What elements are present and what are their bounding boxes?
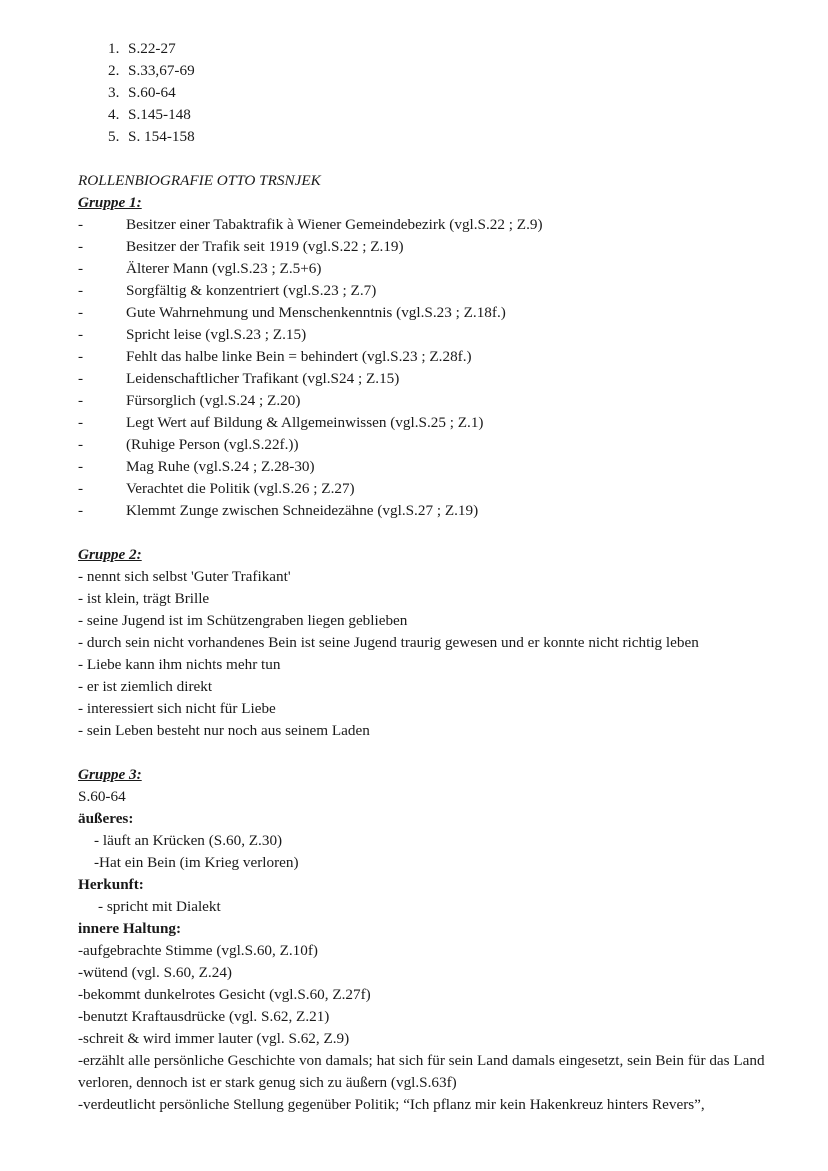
list-item: - sein Leben besteht nur noch aus seinem Laden xyxy=(78,722,370,739)
list-item: -verdeutlicht persönliche Stellung gegenüber Politik; “Ich pflanz mir kein Hakenkreuz hinters Revers”, xyxy=(78,1096,705,1113)
list-item: - ist klein, trägt Brille xyxy=(78,590,210,607)
list-item: - Fürsorglich (vgl.S.24 ; Z.20) xyxy=(78,392,301,409)
group1-list xyxy=(78,214,798,522)
group3-pages: S.60-64 xyxy=(78,788,126,805)
list-item: - seine Jugend ist im Schützengraben liegen geblieben xyxy=(78,612,408,629)
list-item: -schreit & wird immer lauter (vgl. S.62, Z.9) xyxy=(78,1030,350,1047)
list-item: -benutzt Kraftausdrücke (vgl. S.62, Z.21) xyxy=(78,1008,330,1025)
list-item: - Sorgfältig & konzentriert (vgl.S.23 ; Z.7) xyxy=(78,282,377,299)
list-item: - Liebe kann ihm nichts mehr tun xyxy=(78,656,281,673)
list-item: - Legt Wert auf Bildung & Allgemeinwissen (vgl.S.25 ; Z.1) xyxy=(78,414,484,431)
list-item: - nennt sich selbst 'Guter Trafikant' xyxy=(78,568,291,585)
list-item: 3. S.60-64 xyxy=(108,84,176,101)
attitude-label: innere Haltung: xyxy=(78,920,182,937)
list-item: - Mag Ruhe (vgl.S.24 ; Z.28-30) xyxy=(78,458,315,475)
list-item: - Klemmt Zunge zwischen Schneidezähne (vgl.S.27 ; Z.19) xyxy=(78,502,479,519)
list-item: - Gute Wahrnehmung und Menschenkenntnis (vgl.S.23 ; Z.18f.) xyxy=(78,304,506,321)
origin-label: Herkunft: xyxy=(78,876,144,893)
list-item: - Besitzer der Trafik seit 1919 (vgl.S.22 ; Z.19) xyxy=(78,238,404,255)
list-item: - durch sein nicht vorhandenes Bein ist seine Jugend traurig gewesen und er konnte nicht richtig leben xyxy=(78,634,699,651)
group2-heading: Gruppe 2: xyxy=(78,546,142,563)
list-item: - Leidenschaftlicher Trafikant (vgl.S24 ; Z.15) xyxy=(78,370,400,387)
list-item: 4. S.145-148 xyxy=(108,106,191,123)
list-item: - spricht mit Dialekt xyxy=(98,898,221,915)
group2-list xyxy=(78,566,798,742)
document-page xyxy=(78,38,798,1116)
group1-heading: Gruppe 1: xyxy=(78,194,142,211)
list-item: -Hat ein Bein (im Krieg verloren) xyxy=(94,854,299,871)
list-item: - interessiert sich nicht für Liebe xyxy=(78,700,276,717)
list-item: 2. S.33,67-69 xyxy=(108,62,195,79)
list-item: 5. S. 154-158 xyxy=(108,128,195,145)
list-item: - Verachtet die Politik (vgl.S.26 ; Z.27) xyxy=(78,480,355,497)
list-item: -aufgebrachte Stimme (vgl.S.60, Z.10f) xyxy=(78,942,318,959)
document-title: ROLLENBIOGRAFIE OTTO TRSNJEK xyxy=(78,172,321,189)
list-item: 1. S.22-27 xyxy=(108,40,176,57)
list-item: -bekommt dunkelrotes Gesicht (vgl.S.60, Z.27f) xyxy=(78,986,371,1003)
page-range-list xyxy=(78,38,798,148)
list-item: - (Ruhige Person (vgl.S.22f.)) xyxy=(78,436,299,453)
list-item: -erzählt alle persönliche Geschichte von damals; hat sich für sein Land damals eingesetzt, sein Bein für das Land verloren, dennoch ist er stark genug sich zu äußern (vgl.S.63f) xyxy=(78,1052,765,1091)
list-item: -wütend (vgl. S.60, Z.24) xyxy=(78,964,232,981)
list-item: - Älterer Mann (vgl.S.23 ; Z.5+6) xyxy=(78,260,322,277)
list-item: - er ist ziemlich direkt xyxy=(78,678,213,695)
list-item: - Spricht leise (vgl.S.23 ; Z.15) xyxy=(78,326,307,343)
list-item: - Besitzer einer Tabaktrafik à Wiener Gemeindebezirk (vgl.S.22 ; Z.9) xyxy=(78,216,543,233)
list-item: - läuft an Krücken (S.60, Z.30) xyxy=(94,832,283,849)
group3-heading: Gruppe 3: xyxy=(78,766,142,783)
outer-label: äußeres: xyxy=(78,810,134,827)
list-item: - Fehlt das halbe linke Bein = behindert (vgl.S.23 ; Z.28f.) xyxy=(78,348,472,365)
